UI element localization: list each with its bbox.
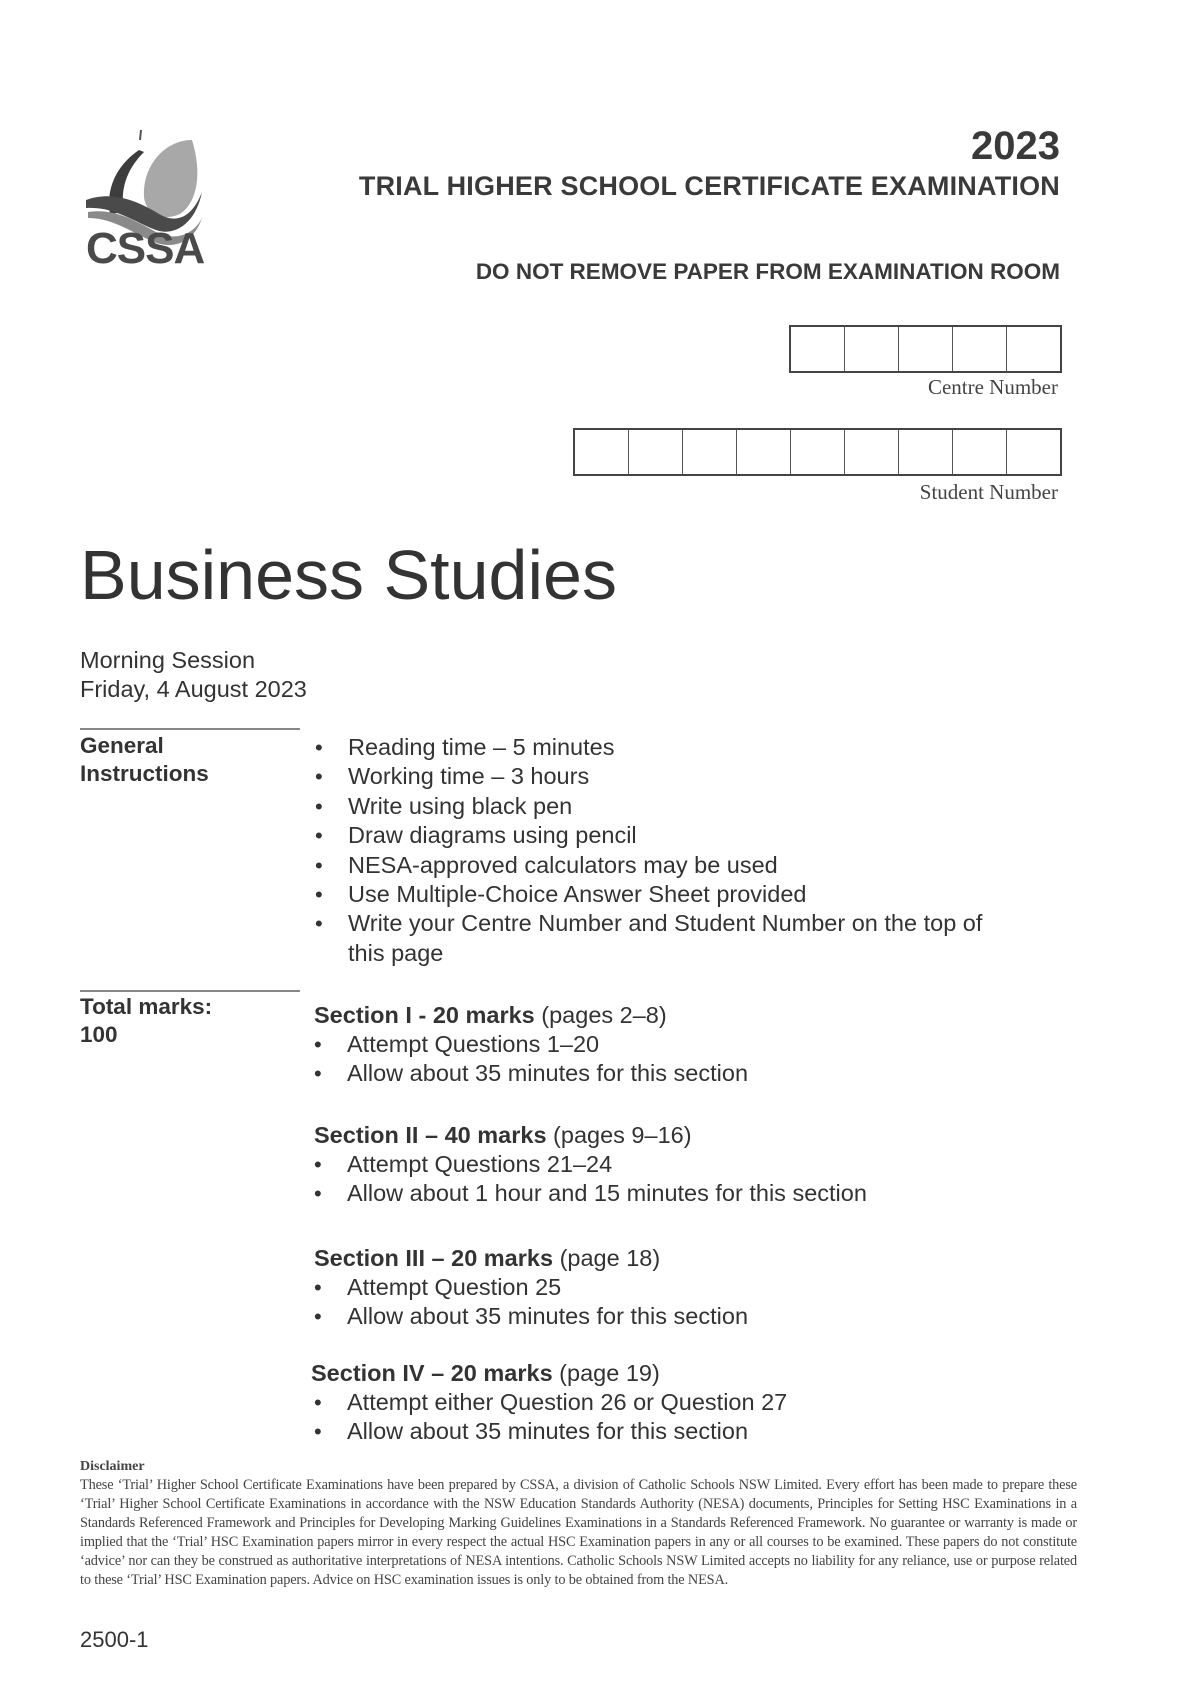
- section-pages: (pages 9–16): [546, 1122, 692, 1148]
- list-item: • Attempt Question 25: [314, 1273, 1114, 1302]
- total-marks-value: 100: [80, 1022, 118, 1047]
- list-item: • Use Multiple-Choice Answer Sheet provided: [315, 880, 1035, 909]
- session-time: Morning Session: [80, 647, 256, 673]
- section-title: Section III – 20 marks: [314, 1245, 554, 1271]
- section-pages: (page 19): [552, 1360, 660, 1386]
- digit-box[interactable]: [736, 430, 790, 474]
- student-number-boxes[interactable]: [573, 428, 1062, 476]
- list-item: • Draw diagrams using pencil: [315, 821, 1035, 850]
- general-instructions-heading: [80, 732, 209, 788]
- digit-box[interactable]: [682, 430, 736, 474]
- list-item: • Working time – 3 hours: [315, 762, 1035, 791]
- digit-box[interactable]: [898, 327, 952, 371]
- list-item: • Attempt Questions 1–20: [314, 1030, 1114, 1059]
- section-title: Section IV – 20 marks: [311, 1360, 553, 1386]
- subject-title: Business Studies: [80, 536, 617, 614]
- digit-box[interactable]: [791, 327, 844, 371]
- total-marks-label: Total marks:: [80, 994, 213, 1019]
- divider: [80, 728, 300, 730]
- section-3: [314, 1243, 1114, 1332]
- list-item: • Attempt Questions 21–24: [314, 1150, 1114, 1179]
- session-date: Friday, 4 August 2023: [80, 676, 307, 702]
- list-item: • Write using black pen: [315, 792, 1035, 821]
- section-pages: (page 18): [553, 1245, 661, 1271]
- list-item: • Allow about 35 minutes for this section: [314, 1417, 1111, 1446]
- divider: [80, 990, 300, 992]
- digit-box[interactable]: [1006, 327, 1060, 371]
- heading-line: Instructions: [80, 761, 209, 786]
- list-item: • Allow about 1 hour and 15 minutes for this section: [314, 1179, 1114, 1208]
- logo-text: CSSA: [86, 224, 205, 273]
- list-item: • Allow about 35 minutes for this section: [314, 1302, 1114, 1331]
- section-2: [314, 1120, 1114, 1209]
- centre-number-boxes[interactable]: [789, 325, 1062, 373]
- total-marks: [80, 993, 212, 1049]
- heading-line: General: [80, 733, 164, 758]
- exam-year: 2023: [971, 124, 1060, 168]
- digit-box[interactable]: [952, 430, 1006, 474]
- disclaimer-text: These ‘Trial’ Higher School Certificate Examinations have been prepared by CSSA, a division of Catholic Schools NSW Limited. Every effort has been made to prepare these ‘Trial’ Higher School Certificate Examinations in accordance with the NSW Education Standards Authority (NESA) documents, Principles for Setting HSC Examinations in a Standards Referenced Framework and Principles for Developing Marking Guidelines Examinations in a Standards Referenced Framework. No guarantee or warranty is made or implied that the ‘Trial’ HSC Examination papers mirror in every respect the actual HSC Examination papers in any or all courses to be examined. These papers do not constitute ‘advice’ nor can they be construed as authoritative interpretations of NESA intentions. Catholic Schools NSW Limited accepts no liability for any reliance, use or purpose related to these ‘Trial’ HSC Examination papers. Advice on HSC examination issues is only to be obtained from the NESA.: [80, 1477, 1077, 1588]
- paper-code: 2500-1: [80, 1627, 149, 1652]
- list-item: • Write your Centre Number and Student Number on the top of this page: [315, 909, 998, 968]
- digit-box[interactable]: [844, 327, 898, 371]
- disclaimer-heading: Disclaimer: [80, 1459, 145, 1474]
- section-4: [311, 1358, 1111, 1447]
- section-1: [314, 1000, 1114, 1089]
- disclaimer: [80, 1458, 1077, 1589]
- exam-room-warning: DO NOT REMOVE PAPER FROM EXAMINATION ROOM: [475, 259, 1060, 284]
- general-instructions-list: [315, 733, 1035, 968]
- student-number-label: Student Number: [919, 480, 1058, 504]
- digit-box[interactable]: [844, 430, 898, 474]
- list-item: • Reading time – 5 minutes: [315, 733, 1035, 762]
- digit-box[interactable]: [790, 430, 844, 474]
- section-title: Section II – 40 marks: [314, 1122, 547, 1148]
- cssa-logo: [84, 122, 224, 272]
- centre-number-label: Centre Number: [927, 375, 1058, 399]
- list-item: • Allow about 35 minutes for this section: [314, 1059, 1114, 1088]
- digit-box[interactable]: [575, 430, 628, 474]
- digit-box[interactable]: [898, 430, 952, 474]
- digit-box[interactable]: [952, 327, 1006, 371]
- section-pages: (pages 2–8): [534, 1002, 667, 1028]
- section-title: Section I - 20 marks: [314, 1002, 535, 1028]
- digit-box[interactable]: [628, 430, 682, 474]
- digit-box[interactable]: [1006, 430, 1060, 474]
- exam-title: TRIAL HIGHER SCHOOL CERTIFICATE EXAMINATION: [358, 171, 1060, 201]
- list-item: • Attempt either Question 26 or Question 27: [314, 1388, 1111, 1417]
- session-info: [80, 646, 307, 704]
- list-item: • NESA-approved calculators may be used: [315, 851, 1035, 880]
